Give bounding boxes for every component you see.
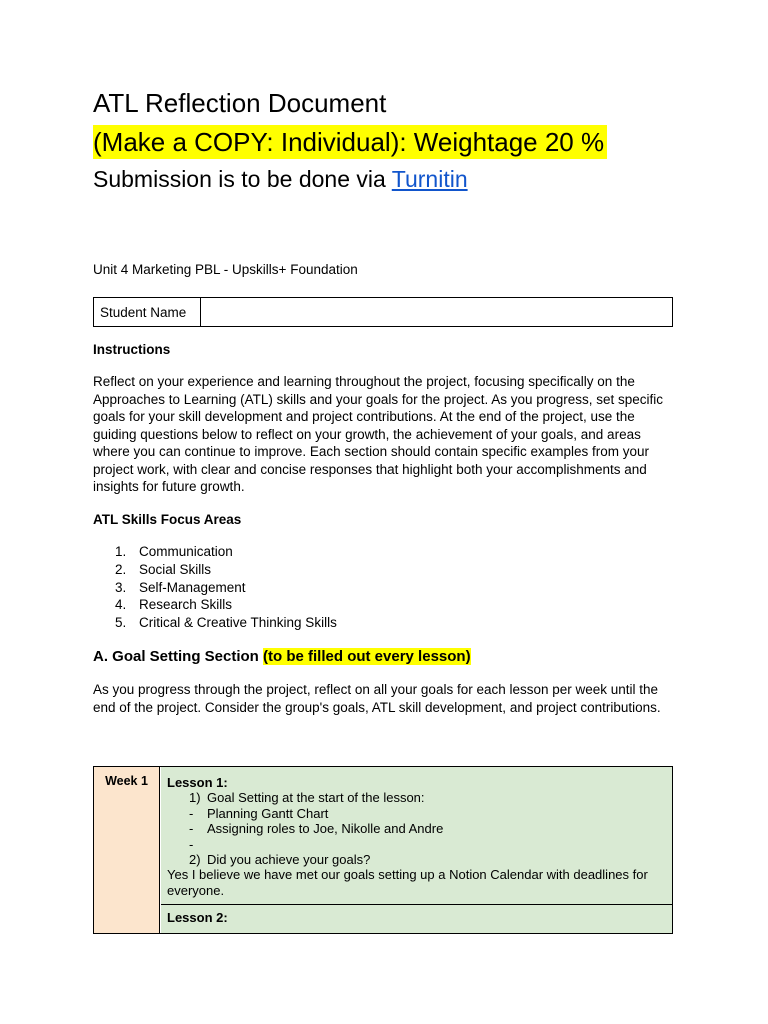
bullet-text bbox=[167, 837, 207, 852]
list-number: 3. bbox=[115, 579, 127, 595]
submission-text: Submission is to be done via bbox=[93, 166, 392, 192]
dash-bullet: - bbox=[189, 836, 194, 852]
atl-focus-heading: ATL Skills Focus Areas bbox=[93, 512, 242, 527]
lesson-1-title: Lesson 1: bbox=[167, 775, 228, 790]
section-a-heading bbox=[93, 647, 471, 667]
week-table bbox=[93, 766, 673, 934]
section-a-body: As you progress through the project, reflect on all your goals for each lesson per week until the end of the project. Consider the group's goals, ATL skill development, and project contributions. bbox=[93, 682, 661, 715]
dash-bullet: - bbox=[189, 821, 194, 837]
list-item bbox=[167, 837, 666, 852]
list-item bbox=[93, 579, 337, 597]
list-item bbox=[167, 821, 666, 836]
student-name-field[interactable] bbox=[201, 298, 672, 326]
submission-line bbox=[93, 163, 468, 195]
list-item bbox=[167, 806, 666, 821]
list-item bbox=[93, 543, 337, 561]
instructions-body: Reflect on your experience and learning throughout the project, focusing specifically on the Approaches to Learning (ATL) skills and your goals for the project. As you progress, set specific goals for your skill development and project contributions. At the end of the project, use the guiding questions below to reflect on your growth, the achievement of your goals, and areas where you can continue to improve. Each section should contain specific examples from your project work, with clear and concise responses that highlight both your accomplishments and insights for future growth. bbox=[93, 374, 664, 494]
lesson-2-cell[interactable] bbox=[161, 905, 672, 933]
lesson-1-answer: Yes I believe we have met our goals setting up a Notion Calendar with deadlines for everyone. bbox=[167, 867, 648, 898]
dash-bullet: - bbox=[189, 805, 194, 821]
list-number: 4. bbox=[115, 597, 127, 613]
lesson-1-cell[interactable] bbox=[161, 767, 672, 905]
student-name-table bbox=[93, 297, 673, 327]
list-item bbox=[93, 561, 337, 579]
list-item-label: Critical & Creative Thinking Skills bbox=[139, 615, 337, 631]
bullet-text: Planning Gantt Chart bbox=[207, 805, 329, 821]
weightage-highlight: (Make a COPY: Individual): Weightage 20 % bbox=[93, 125, 607, 159]
list-item bbox=[93, 596, 337, 614]
bullet-text: Assigning roles to Joe, Nikolle and Andre bbox=[207, 821, 444, 837]
turnitin-link[interactable]: Turnitin bbox=[391, 166, 468, 192]
list-item-label: Research Skills bbox=[139, 597, 233, 613]
section-a-title: A. Goal Setting Section bbox=[93, 648, 264, 665]
question-number: 1) bbox=[189, 790, 201, 806]
list-item-label: Social Skills bbox=[139, 561, 212, 577]
list-item-label: Communication bbox=[139, 544, 233, 559]
atl-skills-list bbox=[93, 543, 337, 632]
section-a-highlight: (to be filled out every lesson) bbox=[263, 648, 471, 665]
question-number: 2) bbox=[189, 852, 201, 868]
lesson-1-question-2 bbox=[167, 852, 666, 867]
list-number: 1. bbox=[115, 544, 127, 559]
lesson-2-title: Lesson 2: bbox=[167, 910, 228, 925]
document-title: ATL Reflection Document bbox=[93, 88, 387, 118]
list-item bbox=[93, 614, 337, 632]
student-name-label: Student Name bbox=[94, 298, 201, 326]
list-item-label: Self-Management bbox=[139, 579, 246, 595]
unit-title: Unit 4 Marketing PBL - Upskills+ Foundation bbox=[93, 262, 358, 277]
list-number: 5. bbox=[115, 615, 127, 631]
instructions-heading: Instructions bbox=[93, 342, 171, 357]
week-label-cell: Week 1 bbox=[94, 767, 160, 933]
question-text: Goal Setting at the start of the lesson: bbox=[207, 790, 425, 806]
question-text: Did you achieve your goals? bbox=[207, 852, 371, 868]
list-number: 2. bbox=[115, 561, 127, 577]
lesson-1-question-1 bbox=[167, 790, 666, 805]
